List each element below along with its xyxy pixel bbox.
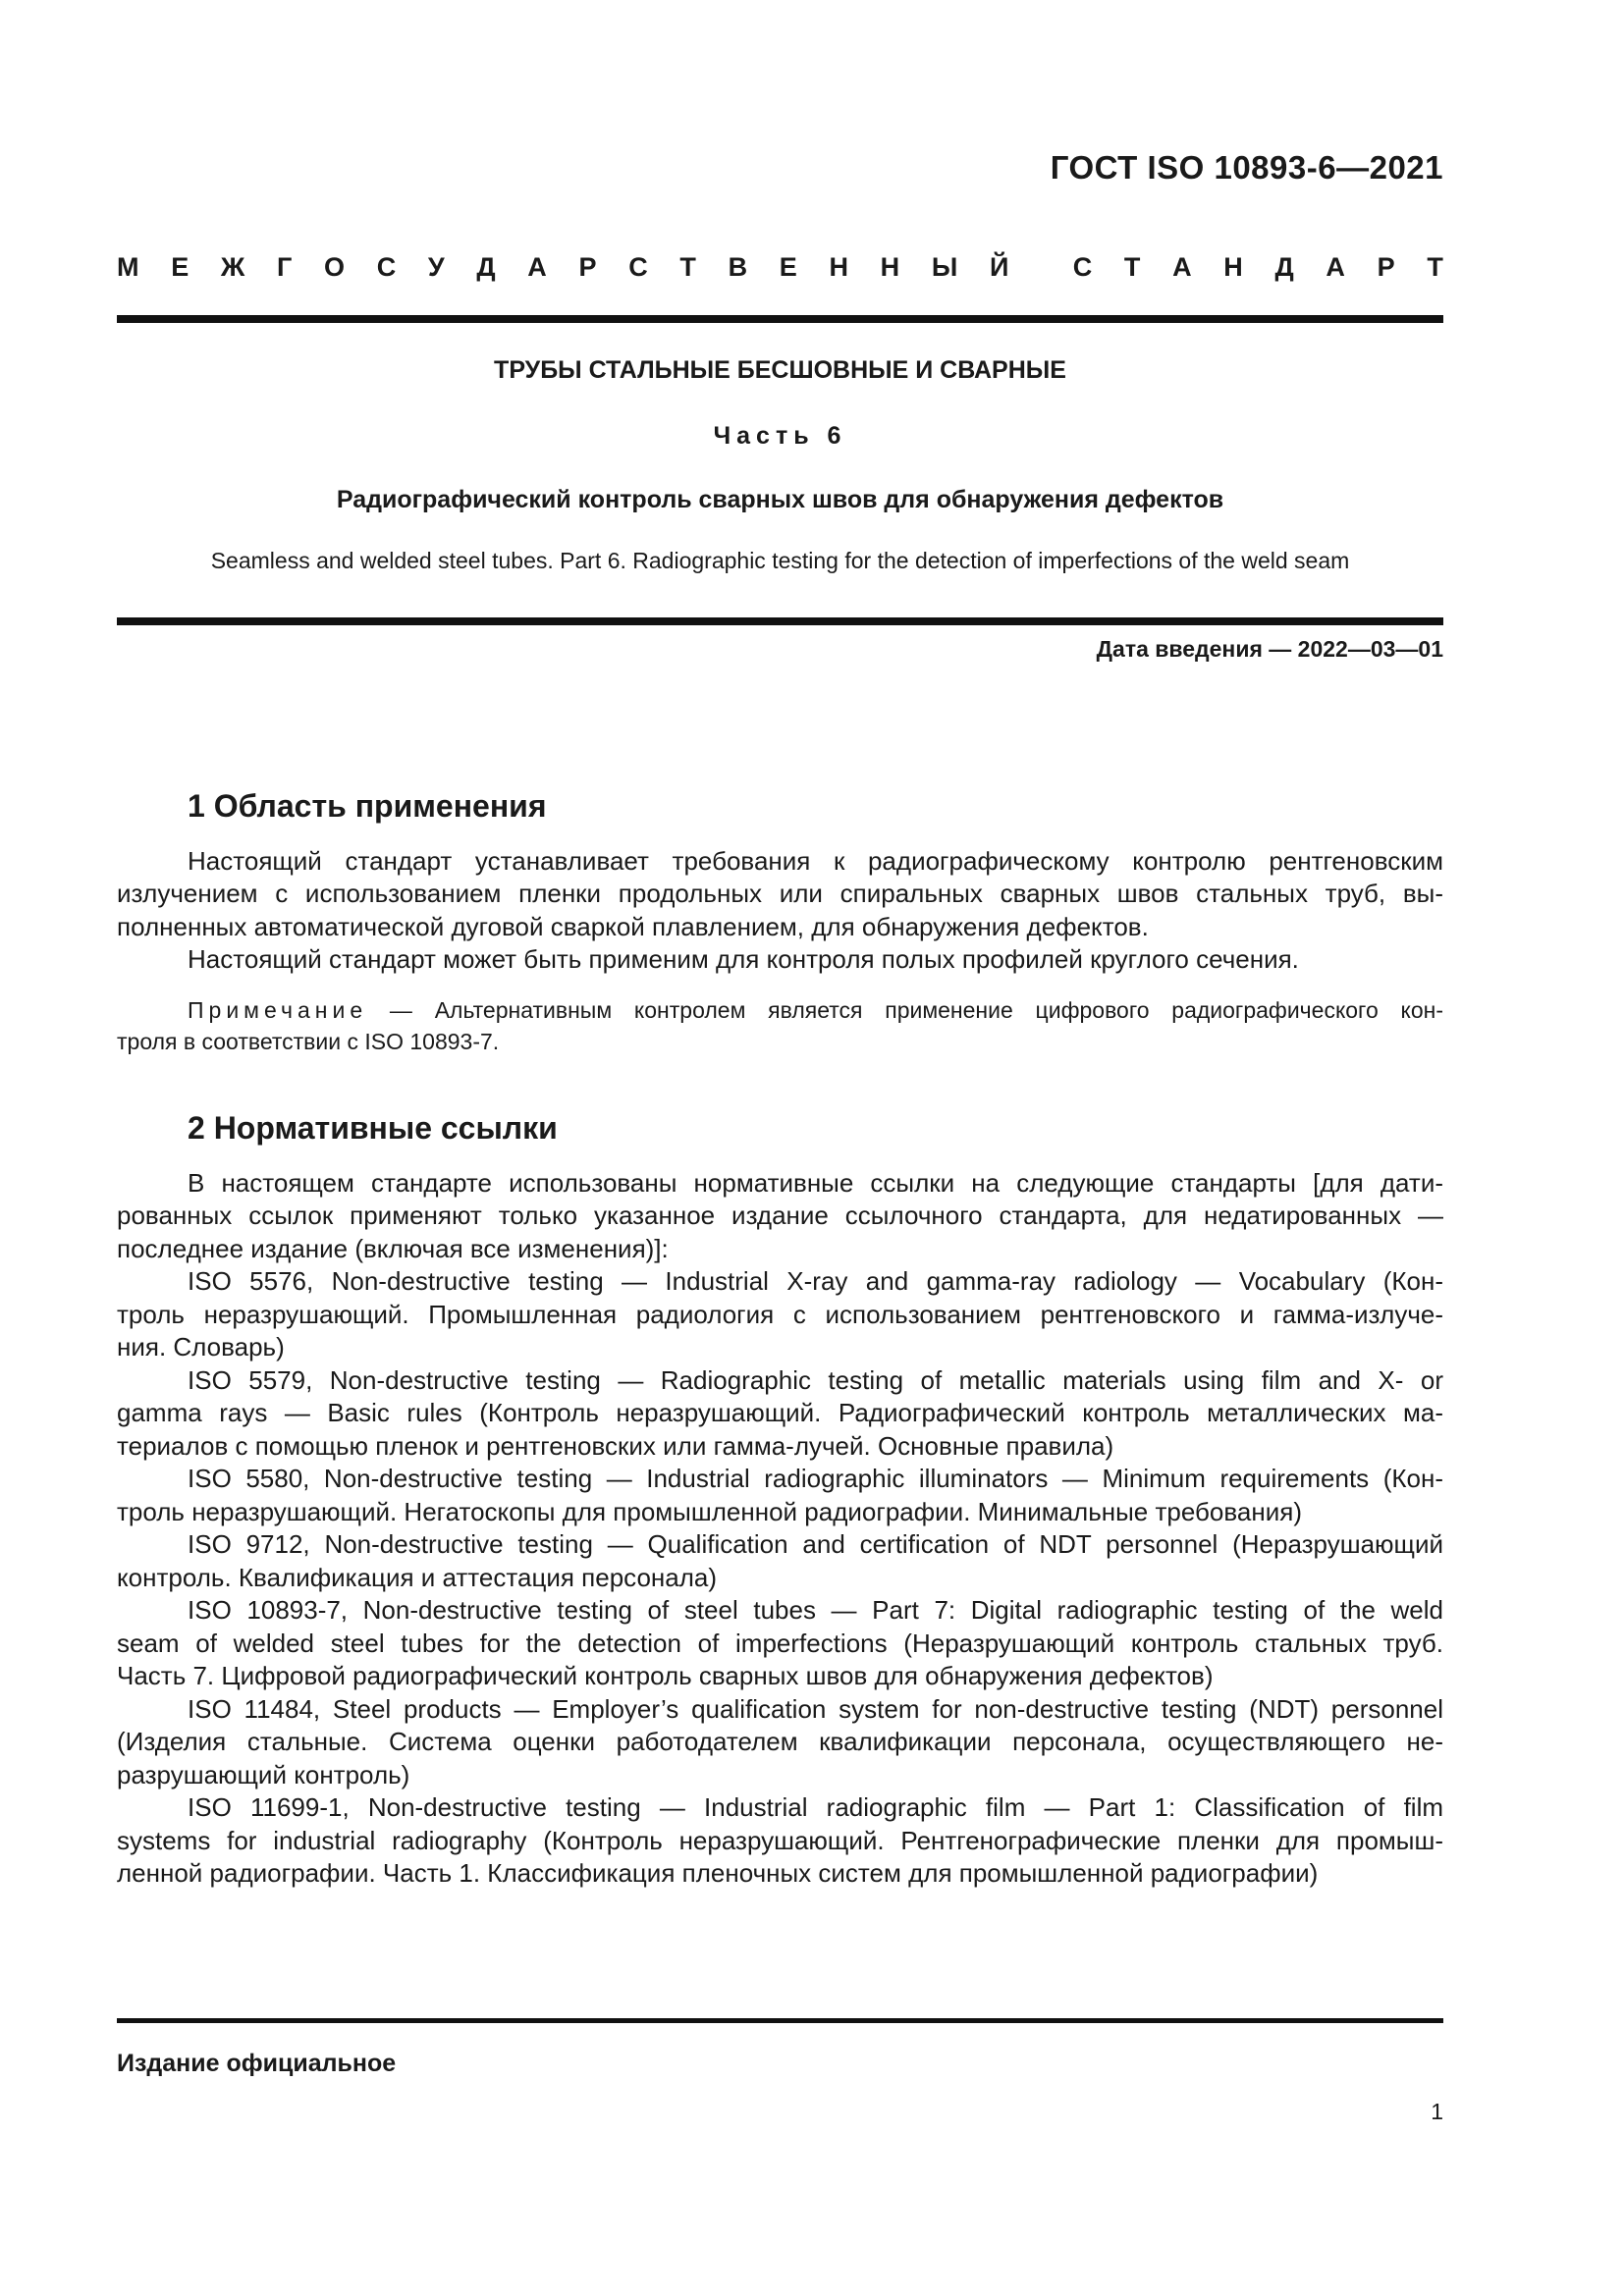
- banner-letter: А: [1172, 252, 1192, 282]
- banner-letter: С: [628, 252, 648, 282]
- banner-letter: Е: [171, 252, 189, 282]
- banner-letter: Н: [829, 252, 848, 282]
- banner-letter: Е: [779, 252, 797, 282]
- banner-letter: У: [427, 252, 445, 282]
- page-number: 1: [1431, 2099, 1443, 2124]
- reference-line: ISO 5580, Non-destructive testing — Industrial radiographic illuminators — Minimum requirements (Кон-: [188, 1464, 1443, 1493]
- paragraph-line: полненных автоматической дуговой сваркой плавлением, для обнаружения дефектов.: [117, 912, 1149, 941]
- document-subtitle: Радиографический контроль сварных швов для обнаружения дефектов: [336, 486, 1224, 513]
- banner-letter: С: [376, 252, 397, 282]
- note-label: Примечание: [188, 997, 368, 1023]
- reference-line: ISO 11699-1, Non-destructive testing — Industrial radiographic film — Part 1: Classification of film: [188, 1792, 1443, 1822]
- reference-line: ISO 5579, Non-destructive testing — Radiographic testing of metallic materials using film and X- or: [188, 1365, 1443, 1395]
- reference-line: seam of welded steel tubes for the detection of imperfections (Неразрушающий контроль стальных труб.: [117, 1629, 1443, 1658]
- paragraph-line: рованных ссылок применяют только указанное издание ссылочного стандарта, для недатированных —: [117, 1201, 1443, 1230]
- banner-letter: О: [323, 252, 345, 282]
- reference-line: ISO 10893-7, Non-destructive testing of steel tubes — Part 7: Digital radiographic testing of the weld: [188, 1595, 1443, 1625]
- paragraph-line: излучением с использованием пленки продольных или спиральных сварных швов стальных труб, вы-: [117, 879, 1443, 908]
- banner-letter: Д: [476, 252, 496, 282]
- banner-letter: Т: [679, 252, 696, 282]
- title-divider: [117, 617, 1443, 625]
- reference-line: ISO 5576, Non-destructive testing — Industrial X-ray and gamma-ray radiology — Vocabulary (Кон-: [188, 1266, 1443, 1296]
- date-of-introduction: Дата введения — 2022—03—01: [1096, 636, 1443, 662]
- banner-letter: В: [728, 252, 748, 282]
- paragraph-line: Настоящий стандарт устанавливает требования к радиографическому контролю рентгеновским: [188, 846, 1443, 876]
- reference-line: троль неразрушающий. Промышленная радиология с использованием рентгеновского и гамма-излуче-: [117, 1300, 1443, 1329]
- footer-divider: [117, 2018, 1443, 2023]
- banner-letter: Т: [1427, 252, 1443, 282]
- banner-letter: Р: [1377, 252, 1395, 282]
- standard-code: ГОСТ ISO 10893-6—2021: [1050, 149, 1443, 186]
- note: [117, 994, 1443, 1026]
- document-part: Часть 6: [713, 422, 847, 450]
- paragraph-line: последнее издание (включая все изменения)]:: [117, 1234, 669, 1263]
- reference-line: systems for industrial radiography (Контроль неразрушающий. Рентгенографические пленки для промыш-: [117, 1826, 1443, 1855]
- banner-letter: А: [1326, 252, 1345, 282]
- reference-line: ния. Словарь): [117, 1332, 285, 1362]
- note-continuation: троля в соответствии с ISO 10893-7.: [117, 1029, 500, 1054]
- header-divider: [117, 315, 1443, 323]
- reference-line: (Изделия стальные. Система оценки работодателем квалификации персонала, осуществляющего не-: [117, 1727, 1443, 1756]
- official-edition-label: Издание официальное: [117, 2050, 397, 2077]
- english-title: Seamless and welded steel tubes. Part 6. Radiographic testing for the detection of imperfections of the weld seam: [210, 548, 1350, 573]
- reference-line: ISO 11484, Steel products — Employer’s qualification system for non-destructive testing (NDT) personnel: [188, 1694, 1443, 1724]
- banner-letter: Г: [276, 252, 293, 282]
- paragraph-line: В настоящем стандарте использованы нормативные ссылки на следующие стандарты [для дати-: [188, 1168, 1443, 1198]
- interstate-standard-banner: [117, 252, 1443, 283]
- banner-letter: А: [527, 252, 547, 282]
- banner-letter: Р: [578, 252, 597, 282]
- reference-line: троль неразрушающий. Негатоскопы для промышленной радиографии. Минимальные требования): [117, 1497, 1302, 1526]
- paragraph-line: Настоящий стандарт может быть применим для контроля полых профилей круглого сечения.: [188, 944, 1299, 974]
- reference-line: gamma rays — Basic rules (Контроль неразрушающий. Радиографический контроль металлических ма-: [117, 1398, 1443, 1427]
- reference-line: ленной радиографии. Часть 1. Классификация пленочных систем для промышленной радиографии): [117, 1858, 1319, 1888]
- reference-line: териалов с помощью пленок и рентгеновских или гамма-лучей. Основные правила): [117, 1431, 1114, 1461]
- reference-line: Часть 7. Цифровой радиографический контроль сварных швов для обнаружения дефектов): [117, 1661, 1214, 1690]
- banner-letter: Ы: [931, 252, 958, 282]
- note-text: — Альтернативным контролем является применение цифрового радиографического кон-: [367, 997, 1443, 1023]
- banner-letter: М: [117, 252, 139, 282]
- banner-letter: Н: [1223, 252, 1243, 282]
- document-title: ТРУБЫ СТАЛЬНЫЕ БЕСШОВНЫЕ И СВАРНЫЕ: [494, 356, 1066, 384]
- banner-letter: Д: [1274, 252, 1294, 282]
- reference-line: контроль. Квалификация и аттестация персонала): [117, 1563, 718, 1592]
- banner-letter: Ж: [220, 252, 245, 282]
- banner-letter: Н: [880, 252, 900, 282]
- banner-letter: Т: [1123, 252, 1141, 282]
- banner-letter: Й: [989, 252, 1009, 282]
- section-heading-scope: 1 Область применения: [188, 788, 547, 824]
- reference-line: ISO 9712, Non-destructive testing — Qualification and certification of NDT personnel (Неразрушающий: [188, 1529, 1443, 1559]
- section-heading-references: 2 Нормативные ссылки: [188, 1110, 558, 1146]
- banner-letter: С: [1072, 252, 1093, 282]
- reference-line: разрушающий контроль): [117, 1760, 410, 1789]
